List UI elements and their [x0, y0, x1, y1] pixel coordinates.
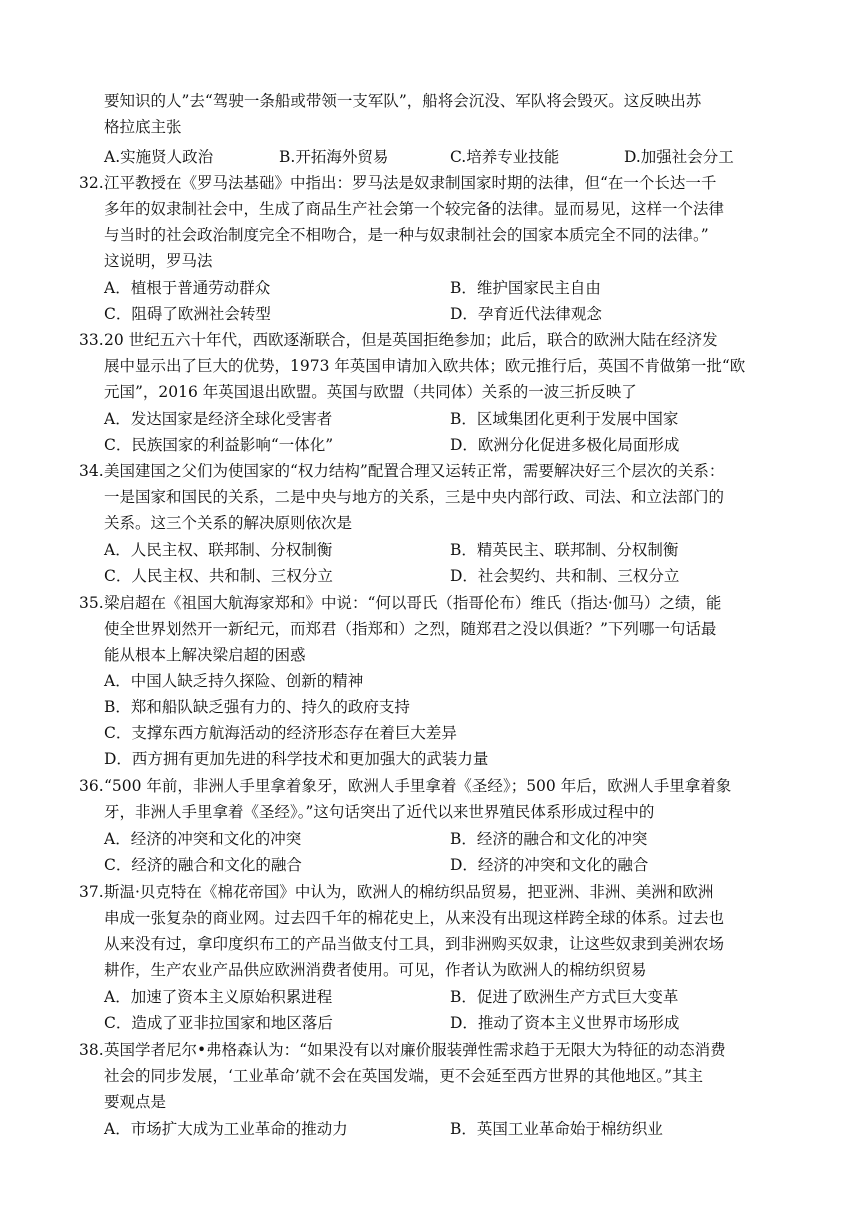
- question-line: 美国建国之父们为使国家的“权力结构”配置合理又运转正常，需要解决好三个层次的关系：: [104, 462, 725, 480]
- question-line: 从来没有过，拿印度织布工的产品当做支付工具，到非洲购买奴隶，让这些奴隶到美洲农场: [104, 935, 725, 953]
- option-a: A．发达国家是经济全球化受害者: [104, 410, 333, 428]
- option-b: B．维护国家民主自由: [450, 279, 601, 297]
- question-number: 37.: [79, 883, 104, 901]
- option-b: B.开拓海外贸易: [279, 148, 389, 166]
- question-number: 38.: [79, 1041, 104, 1059]
- option-a: A.实施贤人政治: [104, 148, 214, 166]
- question-line: 英国学者尼尔•弗格森认为：“如果没有以对廉价服装弹性需求趋于无限大为特征的动态消费: [104, 1041, 726, 1059]
- option-b: B．郑和船队缺乏强有力的、持久的政府支持: [104, 698, 410, 716]
- option-d: D．经济的冲突和文化的融合: [450, 856, 649, 874]
- question-line: 江平教授在《罗马法基础》中指出：罗马法是奴隶制国家时期的法律，但“在一个长达一千: [104, 174, 717, 192]
- continuation-line: 格拉底主张: [104, 118, 182, 136]
- option-b: B．促进了欧洲生产方式巨大变革: [450, 988, 679, 1006]
- question-line: 元国”，2016 年英国退出欧盟。英国与欧盟（共同体）关系的一波三折反映了: [104, 383, 637, 401]
- question-line: 梁启超在《祖国大航海家郑和》中说：“何以哥氏（指哥伦布）维氏（指达·伽马）之绩，能: [104, 594, 722, 612]
- option-a: A．中国人缺乏持久探险、创新的精神: [104, 672, 364, 690]
- option-c: C．阻碍了欧洲社会转型: [104, 305, 271, 323]
- option-b: B．精英民主、联邦制、分权制衡: [450, 541, 679, 559]
- question-number: 33.: [79, 331, 104, 349]
- question-line: 多年的奴隶制社会中，生成了商品生产社会第一个较完备的法律。显而易见，这样一个法律: [104, 200, 725, 218]
- option-a: A．加速了资本主义原始积累进程: [104, 988, 333, 1006]
- question-line: 这说明，罗马法: [104, 252, 213, 270]
- option-d: D．社会契约、共和制、三权分立: [450, 567, 680, 585]
- option-b: B．经济的融合和文化的冲突: [450, 830, 648, 848]
- option-c: C．人民主权、共和制、三权分立: [104, 567, 333, 585]
- question-line: 串成一张复杂的商业网。过去四千年的棉花史上，从来没有出现这样跨全球的体系。过去也: [104, 909, 725, 927]
- question-line: 使全世界划然开一新纪元，而郑君（指郑和）之烈，随郑君之没以俱逝？”下列哪一句话最: [104, 620, 717, 638]
- option-b: B．区域集团化更利于发展中国家: [450, 410, 679, 428]
- question-line: 社会的同步发展，‘工业革命’就不会在英国发端，更不会延至西方世界的其他地区。”其主: [104, 1067, 704, 1085]
- option-c: C．经济的融合和文化的融合: [104, 856, 302, 874]
- question-line: “500 年前，非洲人手里拿着象牙，欧洲人手里拿着《圣经》；500 年后，欧洲人手里拿着象: [104, 777, 732, 795]
- question-line: 牙，非洲人手里拿着《圣经》。”这句话突出了近代以来世界殖民体系形成过程中的: [104, 803, 655, 821]
- question-number: 32.: [79, 174, 104, 192]
- option-d: D．欧洲分化促进多极化局面形成: [450, 436, 680, 454]
- option-a: A．人民主权、联邦制、分权制衡: [104, 541, 333, 559]
- option-d: D.加强社会分工: [624, 148, 734, 166]
- question-line: 一是国家和国民的关系，二是中央与地方的关系，三是中央内部行政、司法、和立法部门的: [104, 488, 725, 506]
- option-c: C．造成了亚非拉国家和地区落后: [104, 1014, 333, 1032]
- option-c: C.培养专业技能: [450, 148, 560, 166]
- question-number: 34.: [79, 462, 104, 480]
- continuation-line: 要知识的人”去“驾驶一条船或带领一支军队”，船将会沉没、军队将会毁灭。这反映出苏: [104, 92, 702, 110]
- option-d: D．孕育近代法律观念: [450, 305, 602, 323]
- option-a: A．植根于普通劳动群众: [104, 279, 271, 297]
- option-a: A．经济的冲突和文化的冲突: [104, 830, 302, 848]
- question-line: 能从根本上解决梁启超的困惑: [104, 646, 306, 664]
- question-line: 斯温·贝克特在《棉花帝国》中认为，欧洲人的棉纺织品贸易，把亚洲、非洲、美洲和欧洲: [104, 883, 714, 901]
- option-b: B．英国工业革命始于棉纺织业: [450, 1120, 663, 1138]
- option-d: D．西方拥有更加先进的科学技术和更加强大的武装力量: [104, 750, 489, 768]
- question-line: 20 世纪五六十年代，西欧逐渐联合，但是英国拒绝参加；此后，联合的欧洲大陆在经济发: [104, 331, 718, 349]
- question-number: 36.: [79, 777, 104, 795]
- question-line: 展中显示出了巨大的优势，1973 年英国申请加入欧共体；欧元推行后，英国不肯做第一批“欧: [104, 357, 746, 375]
- question-line: 与当时的社会政治制度完全不相吻合，是一种与奴隶制社会的国家本质完全不同的法律。”: [104, 226, 709, 244]
- option-a: A．市场扩大成为工业革命的推动力: [104, 1120, 348, 1138]
- question-line: 要观点是: [104, 1093, 167, 1111]
- question-line: 耕作，生产农业产品供应欧洲消费者使用。可见，作者认为欧洲人的棉纺织贸易: [104, 961, 647, 979]
- option-d: D．推动了资本主义世界市场形成: [450, 1014, 680, 1032]
- option-c: C．民族国家的利益影响“一体化”: [104, 436, 334, 454]
- question-number: 35.: [79, 594, 104, 612]
- option-c: C．支撑东西方航海活动的经济形态存在着巨大差异: [104, 724, 457, 742]
- question-line: 关系。这三个关系的解决原则依次是: [104, 514, 353, 532]
